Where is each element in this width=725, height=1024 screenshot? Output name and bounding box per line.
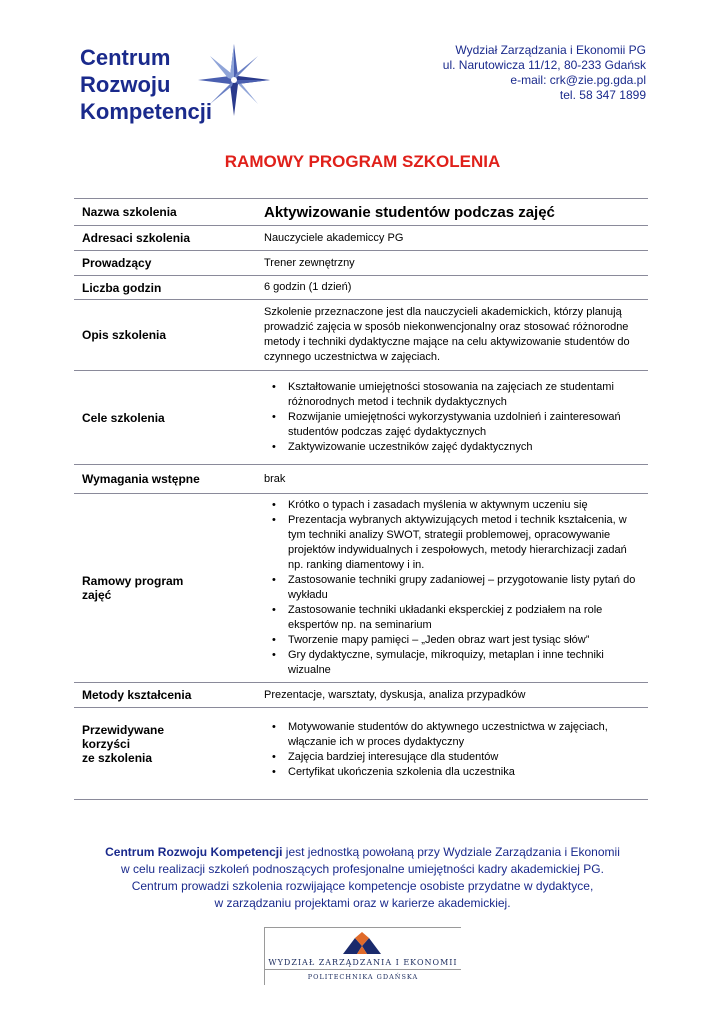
footer-line: w zarządzaniu projektami oraz w karierze akademickiej. xyxy=(214,896,511,910)
footer-line xyxy=(0,844,725,861)
footer-text: jest jednostką powołaną przy Wydziale Zarządzania i Ekonomii xyxy=(282,845,620,859)
row-label: Metody kształcenia xyxy=(74,683,254,708)
table-row xyxy=(74,494,648,683)
row-value: Nauczyciele akademiccy PG xyxy=(254,226,648,251)
row-label xyxy=(74,708,254,800)
list-item: • Rozwijanie umiejętności wykorzystywania uzdolnień i zainteresowań studentów podczas zajęć dydaktycznych xyxy=(278,410,640,440)
table-row xyxy=(74,251,648,276)
brand-line: Rozwoju xyxy=(80,72,171,97)
table-row xyxy=(74,371,648,465)
row-value: Trener zewnętrzny xyxy=(254,251,648,276)
row-label: Adresaci szkolenia xyxy=(74,226,254,251)
label-line: zajęć xyxy=(82,588,112,602)
address-line: Wydział Zarządzania i Ekonomii PG xyxy=(455,43,646,57)
compass-star-icon xyxy=(198,44,270,116)
row-label: Opis szkolenia xyxy=(74,300,254,371)
row-label: Prowadzący xyxy=(74,251,254,276)
row-value: brak xyxy=(254,465,648,494)
row-value xyxy=(254,371,648,465)
label-line: korzyści xyxy=(82,737,131,751)
table-row xyxy=(74,300,648,371)
address-line: ul. Narutowicza 11/12, 80-233 Gdańsk xyxy=(442,58,646,72)
list-item: • Zajęcia bardziej interesujące dla studentów xyxy=(278,750,640,765)
logo-subtext: POLITECHNIKA GDAŃSKA xyxy=(307,973,419,981)
row-value: Szkolenie przeznaczone jest dla nauczycieli akademickich, którzy planują prowadzić zajęcia w sposób niekonwencjonalny oraz stosować różnorodne metody i techniki dydaktyczne mające na celu aktywizowanie studentów do czynnego uczestnictwa w zajęciach. xyxy=(254,300,648,371)
schedule-list xyxy=(264,498,640,678)
brand-line: Kompetencji xyxy=(80,99,213,124)
row-label: Liczba godzin xyxy=(74,276,254,300)
footer-note xyxy=(0,844,725,912)
training-name: Aktywizowanie studentów podczas zajęć xyxy=(254,199,648,226)
row-label: Wymagania wstępne xyxy=(74,465,254,494)
list-item: • Motywowanie studentów do aktywnego uczestnictwa w zajęciach, włączanie ich w proces dydaktyczny xyxy=(278,720,640,750)
email-line[interactable]: e-mail: crk@zie.pg.gda.pl xyxy=(510,73,646,87)
row-value xyxy=(254,494,648,683)
list-item: • Prezentacja wybranych aktywizujących metod i technik kształcenia, w tym techniki analizy SWOT, strategii problemowej, opracowywanie projektów indywidualnych i zespołowych, metody hierarchizacji zadań np. ranking diamentowy i in. xyxy=(278,513,640,573)
label-line: Przewidywane xyxy=(82,723,165,737)
list-item: • Certyfikat ukończenia szkolenia dla uczestnika xyxy=(278,765,640,780)
faculty-logo-icon xyxy=(339,932,385,956)
row-value: 6 godzin (1 dzień) xyxy=(254,276,648,300)
goals-list xyxy=(264,380,640,455)
table-row xyxy=(74,276,648,300)
row-label: Cele szkolenia xyxy=(74,371,254,465)
footer-line: w celu realizacji szkoleń podnoszących profesjonalne umiejętności kadry akademickiej PG. xyxy=(121,862,604,876)
footer-org: Centrum Rozwoju Kompetencji xyxy=(105,845,283,859)
list-item: • Tworzenie mapy pamięci – „Jeden obraz wart jest tysiąc słów” xyxy=(278,633,640,648)
list-item: • Kształtowanie umiejętności stosowania na zajęciach ze studentami różnorodnych metod i technik dydaktycznych xyxy=(278,380,640,410)
row-value xyxy=(254,708,648,800)
faculty-logo xyxy=(264,927,461,985)
table-row xyxy=(74,465,648,494)
table-row xyxy=(74,199,648,226)
row-label xyxy=(74,494,254,683)
list-item: • Zaktywizowanie uczestników zajęć dydaktycznych xyxy=(278,440,640,455)
list-item: • Gry dydaktyczne, symulacje, mikroquizy, metaplan i inne techniki wizualne xyxy=(278,648,640,678)
page-title: RAMOWY PROGRAM SZKOLENIA xyxy=(224,152,501,171)
brand-line: Centrum xyxy=(80,45,171,70)
phone-line: tel. 58 347 1899 xyxy=(559,88,646,102)
program-table xyxy=(74,198,648,800)
center-brand-name xyxy=(80,44,212,125)
faculty-address xyxy=(443,43,646,103)
list-item: • Krótko o typach i zasadach myślenia w aktywnym uczeniu się xyxy=(278,498,640,513)
row-label: Nazwa szkolenia xyxy=(74,199,254,226)
table-row xyxy=(74,683,648,708)
label-line: ze szkolenia xyxy=(82,751,153,765)
benefits-list xyxy=(264,720,640,780)
list-item: • Zastosowanie techniki układanki eksperckiej z podziałem na role ekspertów np. na seminarium xyxy=(278,603,640,633)
logo-text: WYDZIAŁ ZARZĄDZANIA I EKONOMII xyxy=(265,958,461,970)
list-item: • Zastosowanie techniki grupy zadaniowej – przygotowanie listy pytań do wykładu xyxy=(278,573,640,603)
label-line: Ramowy program xyxy=(82,574,184,588)
table-row xyxy=(74,708,648,800)
table-row xyxy=(74,226,648,251)
footer-line: Centrum prowadzi szkolenia rozwijające kompetencje osobiste przydatne w dydaktyce, xyxy=(131,879,594,893)
row-value: Prezentacje, warsztaty, dyskusja, analiza przypadków xyxy=(254,683,648,708)
